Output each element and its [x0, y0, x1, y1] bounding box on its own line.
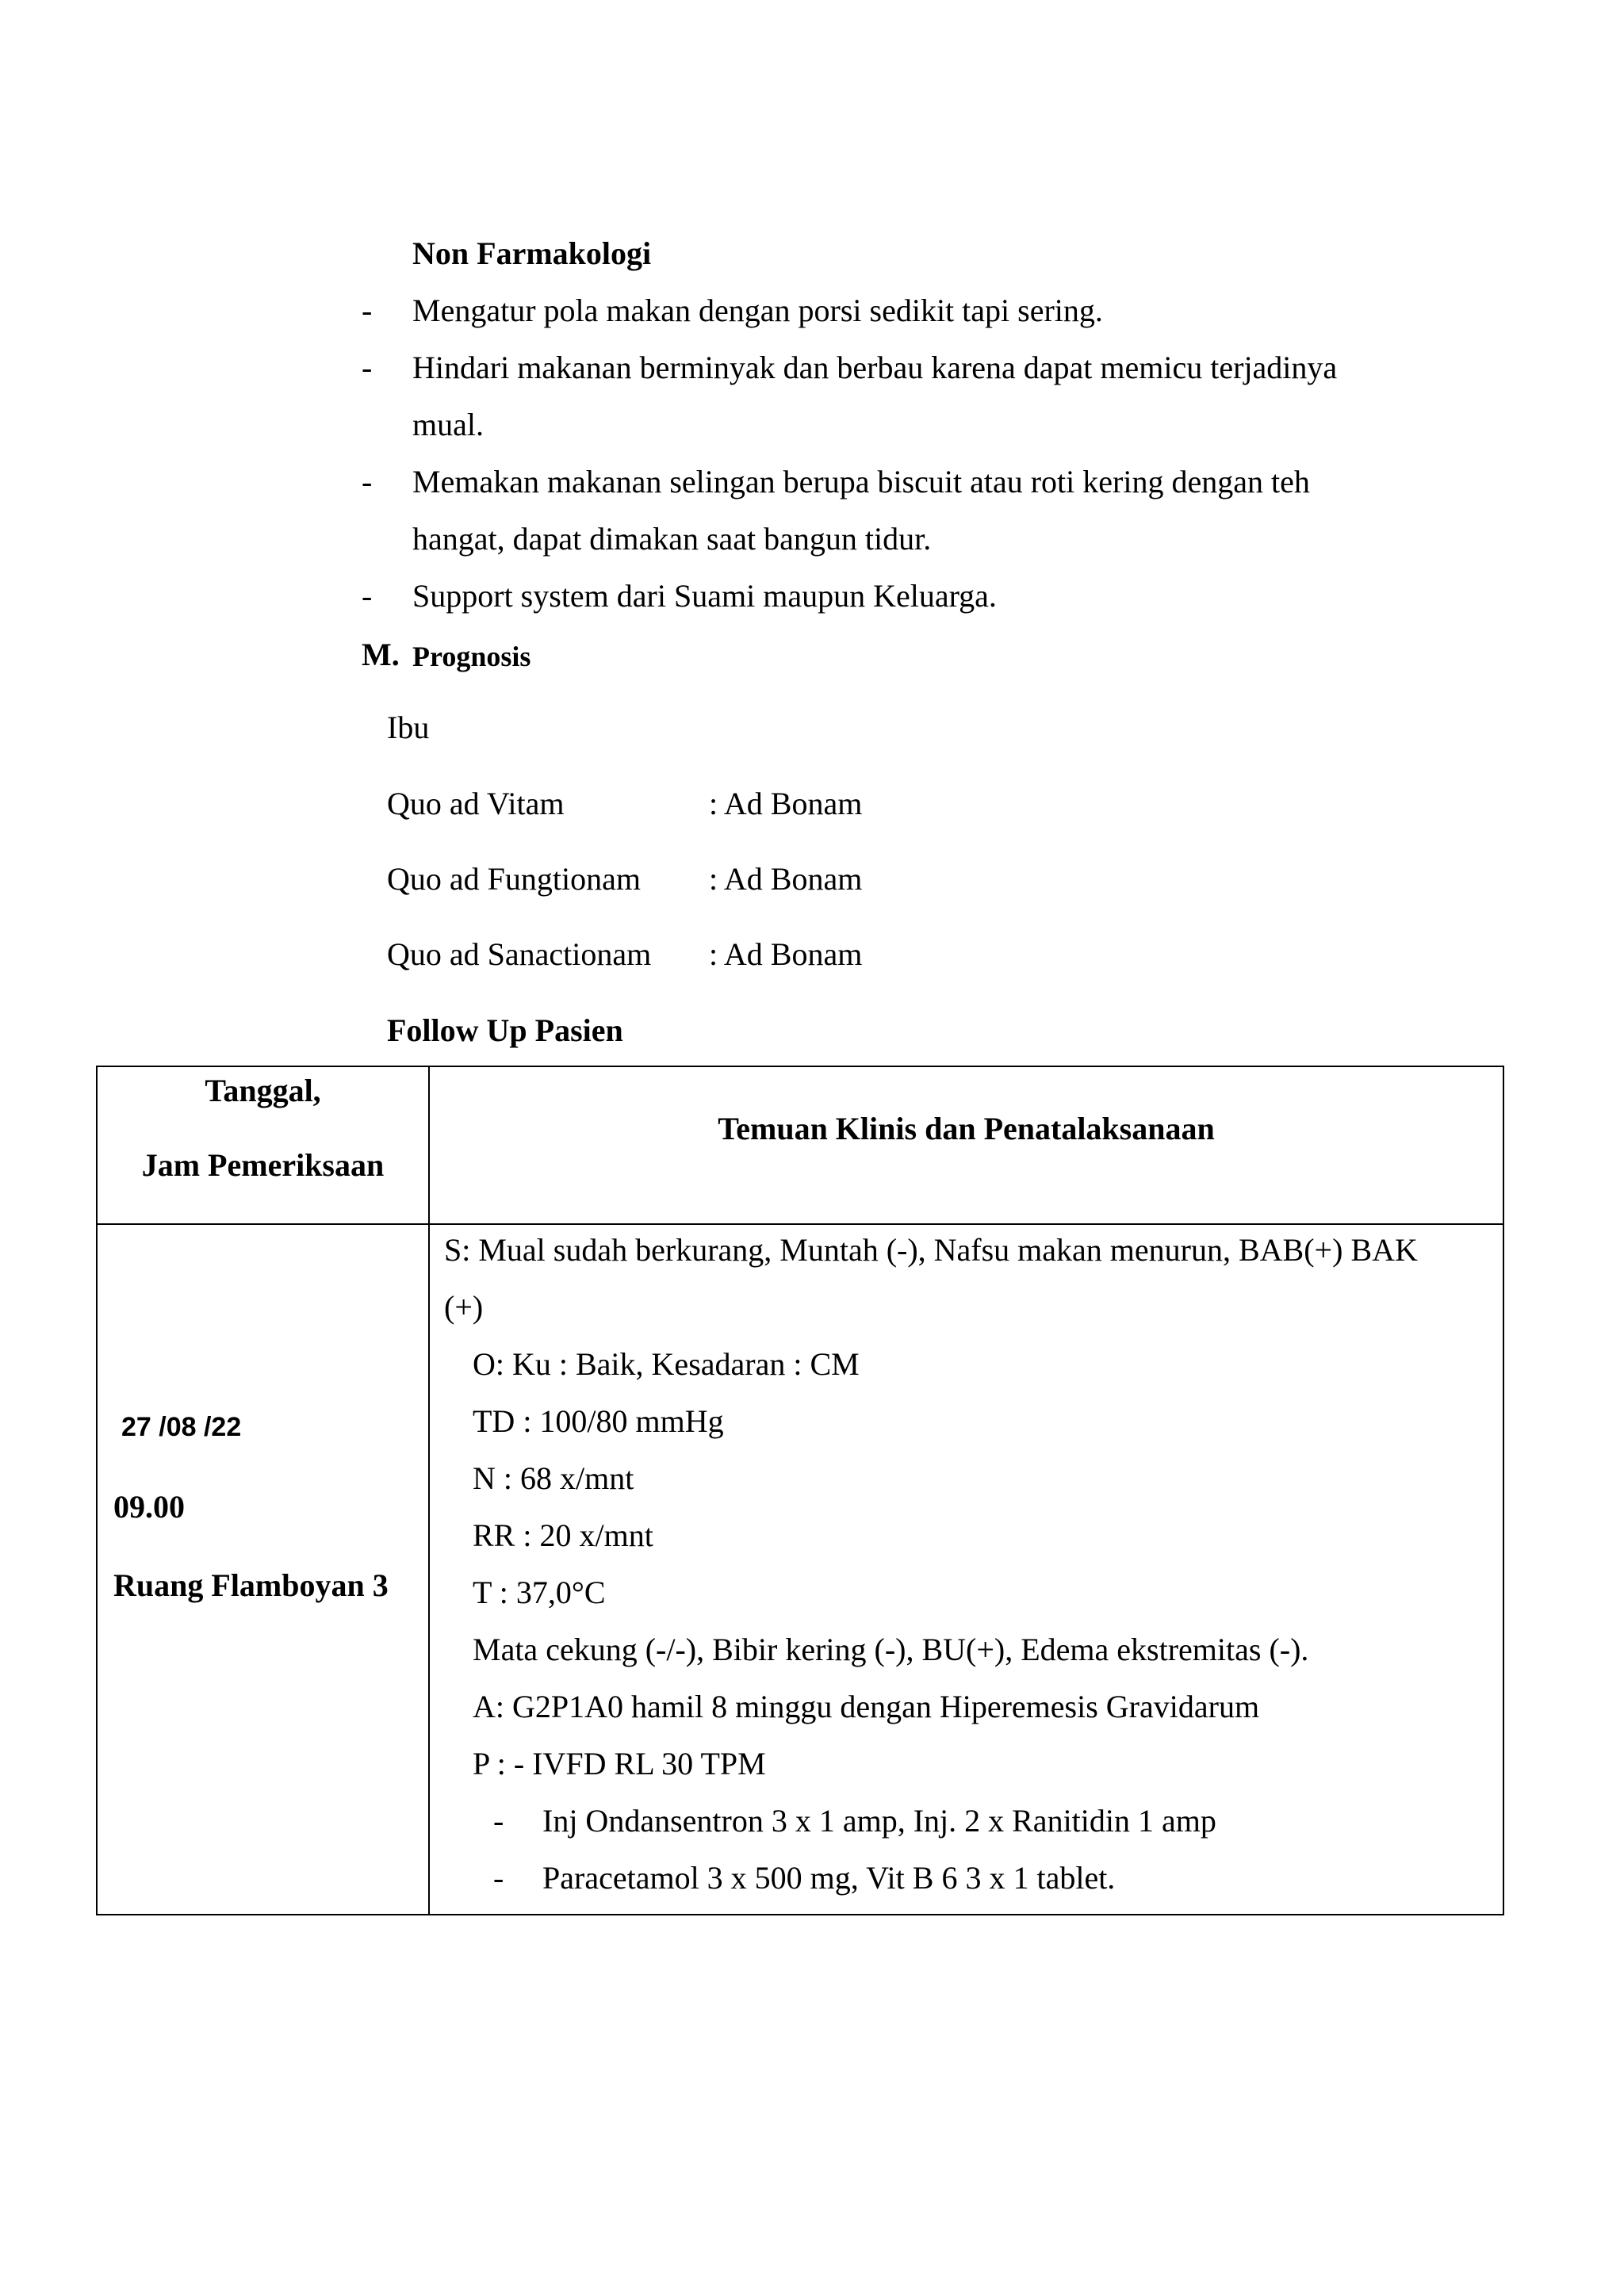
- list-dash: -: [362, 293, 373, 328]
- header-date-line2: Jam Pemeriksaan: [141, 1147, 385, 1183]
- follow-up-table: [96, 1066, 1504, 1915]
- prognosis-label: Quo ad Fungtionam: [387, 861, 641, 897]
- list-item-text: Support system dari Suami maupun Keluarga.: [412, 578, 997, 614]
- follow-up-heading: Follow Up Pasien: [387, 1012, 623, 1048]
- prognosis-value: : Ad Bonam: [709, 936, 863, 972]
- header-cell-date: [97, 1066, 429, 1224]
- list-dash: -: [362, 464, 373, 499]
- header-date-line1: Tanggal,: [205, 1073, 321, 1108]
- assessment-line: A: G2P1A0 hamil 8 minggu dengan Hiperemesis Gravidarum: [473, 1689, 1260, 1724]
- date-cell: [97, 1224, 429, 1915]
- plan-line: P : - IVFD RL 30 TPM: [473, 1746, 766, 1781]
- plan-dash: -: [493, 1860, 504, 1896]
- list-item-text: Memakan makanan selingan berupa biscuit atau roti kering dengan teh: [412, 464, 1310, 499]
- exam-room: Ruang Flamboyan 3: [113, 1567, 389, 1603]
- header-cell-findings: [429, 1066, 1503, 1224]
- subjective-line: S: Mual sudah berkurang, Muntah (-), Nafsu makan menurun, BAB(+) BAK: [444, 1232, 1418, 1268]
- plan-dash: -: [493, 1803, 504, 1839]
- list-item-text: mual.: [412, 407, 484, 442]
- prognosis-value: : Ad Bonam: [709, 861, 863, 897]
- plan-item: Inj Ondansentron 3 x 1 amp, Inj. 2 x Ranitidin 1 amp: [542, 1803, 1216, 1839]
- list-item-text: Mengatur pola makan dengan porsi sedikit tapi sering.: [412, 293, 1103, 328]
- prognosis-heading: Prognosis: [412, 641, 531, 672]
- vital-n: N : 68 x/mnt: [473, 1460, 634, 1496]
- table-header-row: [97, 1066, 1503, 1224]
- subjective-line: (+): [444, 1289, 484, 1325]
- prognosis-subject: Ibu: [387, 710, 430, 745]
- list-item-text: hangat, dapat dimakan saat bangun tidur.: [412, 521, 932, 557]
- table-row: [97, 1224, 1503, 1915]
- vital-td: TD : 100/80 mmHg: [473, 1403, 724, 1439]
- prognosis-label: Quo ad Vitam: [387, 786, 565, 821]
- vital-t: T : 37,0°C: [473, 1575, 606, 1610]
- vital-rr: RR : 20 x/mnt: [473, 1517, 653, 1553]
- physical-exam-line: Mata cekung (-/-), Bibir kering (-), BU(+), Edema ekstremitas (-).: [473, 1632, 1309, 1667]
- exam-date: 27 /08 /22: [121, 1412, 242, 1442]
- objective-line: O: Ku : Baik, Kesadaran : CM: [473, 1346, 860, 1382]
- findings-cell: [429, 1224, 1503, 1915]
- non-farmakologi-heading: Non Farmakologi: [412, 235, 652, 271]
- plan-item: Paracetamol 3 x 500 mg, Vit B 6 3 x 1 tablet.: [542, 1860, 1116, 1896]
- prognosis-value: : Ad Bonam: [709, 786, 863, 821]
- exam-time: 09.00: [113, 1489, 185, 1525]
- header-findings: Temuan Klinis dan Penatalaksanaan: [718, 1111, 1215, 1146]
- list-dash: -: [362, 578, 373, 614]
- list-dash: -: [362, 350, 373, 385]
- list-item-text: Hindari makanan berminyak dan berbau karena dapat memicu terjadinya: [412, 350, 1338, 385]
- section-letter: M.: [362, 637, 400, 672]
- prognosis-label: Quo ad Sanactionam: [387, 936, 652, 972]
